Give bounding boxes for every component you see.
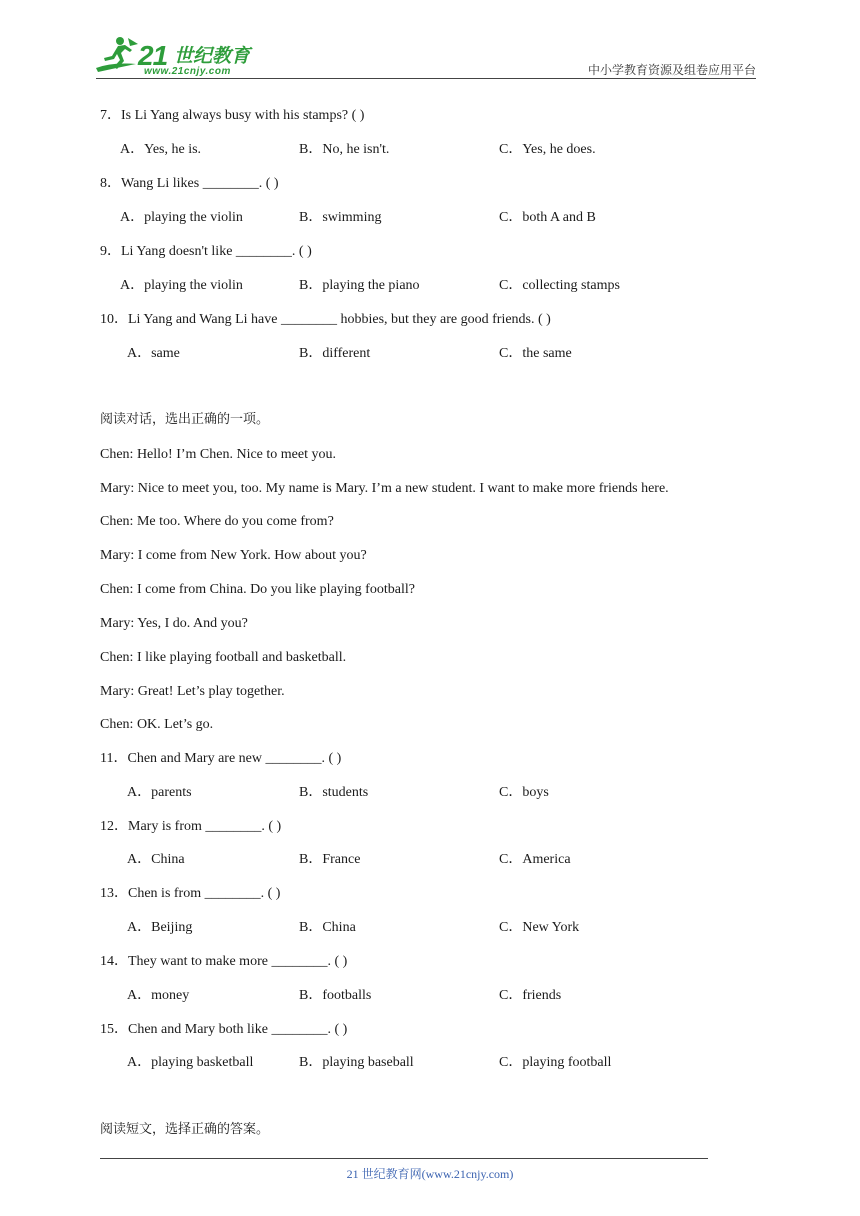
- option-10a[interactable]: A．same: [127, 346, 180, 361]
- option-13b[interactable]: B．China: [299, 920, 356, 935]
- question-11: 11．Chen and Mary are new ________. ( ): [100, 751, 342, 766]
- option-10c[interactable]: C．the same: [499, 346, 572, 361]
- dialogue-line: Chen: Hello! I’m Chen. Nice to meet you.: [100, 447, 336, 462]
- section-heading-dialogue: 阅读对话，选出正确的一项。: [100, 412, 270, 427]
- question-9: 9．Li Yang doesn't like ________. ( ): [100, 244, 312, 259]
- option-7a[interactable]: A．Yes, he is.: [120, 142, 202, 157]
- option-15c[interactable]: C．playing football: [499, 1055, 612, 1070]
- logo-number: 21: [138, 40, 168, 71]
- question-12: 12．Mary is from ________. ( ): [100, 819, 282, 834]
- option-11b[interactable]: B．students: [299, 785, 369, 800]
- option-8a[interactable]: A．playing the violin: [120, 210, 243, 225]
- question-10: 10．Li Yang and Wang Li have ________ hobbies, but they are good friends. ( ): [100, 312, 551, 327]
- option-11a[interactable]: A．parents: [127, 785, 192, 800]
- dialogue-line: Mary: Nice to meet you, too. My name is Mary. I’m a new student. I want to make more friends here.: [100, 481, 669, 496]
- option-14c[interactable]: C．friends: [499, 988, 562, 1003]
- dialogue-line: Chen: Me too. Where do you come from?: [100, 514, 334, 529]
- option-11c[interactable]: C．boys: [499, 785, 549, 800]
- option-9b[interactable]: B．playing the piano: [299, 278, 420, 293]
- question-15: 15．Chen and Mary both like ________. ( ): [100, 1022, 348, 1037]
- page-header: [0, 0, 860, 80]
- option-13c[interactable]: C．New York: [499, 920, 580, 935]
- question-14: 14．They want to make more ________. ( ): [100, 954, 348, 969]
- site-logo: [92, 34, 262, 78]
- option-9a[interactable]: A．playing the violin: [120, 278, 243, 293]
- option-8c[interactable]: C．both A and B: [499, 210, 596, 225]
- option-7c[interactable]: C．Yes, he does.: [499, 142, 596, 157]
- dialogue-line: Mary: Great! Let’s play together.: [100, 684, 285, 699]
- option-12c[interactable]: C．America: [499, 852, 571, 867]
- option-12b[interactable]: B．France: [299, 852, 361, 867]
- question-13: 13．Chen is from ________. ( ): [100, 886, 281, 901]
- header-tagline: 中小学教育资源及组卷应用平台: [587, 63, 756, 77]
- option-10b[interactable]: B．different: [299, 346, 371, 361]
- option-7b[interactable]: B．No, he isn't.: [299, 142, 390, 157]
- logo-text: 世纪教育: [174, 45, 251, 67]
- dialogue-line: Chen: I like playing football and basketball.: [100, 650, 347, 665]
- option-13a[interactable]: A．Beijing: [127, 920, 193, 935]
- section-heading-reading: 阅读短文，选择正确的答案。: [100, 1122, 270, 1137]
- question-7: 7．Is Li Yang always busy with his stamps? ( ): [100, 108, 365, 123]
- option-8b[interactable]: B．swimming: [299, 210, 382, 225]
- question-8: 8．Wang Li likes ________. ( ): [100, 176, 279, 191]
- runner-logo-icon: [92, 34, 140, 76]
- dialogue-line: Chen: I come from China. Do you like playing football?: [100, 582, 415, 597]
- logo-url: www.21cnjy.com: [144, 66, 231, 77]
- option-12a[interactable]: A．China: [127, 852, 185, 867]
- option-9c[interactable]: C．collecting stamps: [499, 278, 620, 293]
- dialogue-line: Mary: Yes, I do. And you?: [100, 616, 248, 631]
- dialogue-line: Mary: I come from New York. How about you?: [100, 548, 367, 563]
- footer-link[interactable]: 21 世纪教育网(www.21cnjy.com): [346, 1167, 514, 1181]
- option-14a[interactable]: A．money: [127, 988, 190, 1003]
- option-15b[interactable]: B．playing baseball: [299, 1055, 414, 1070]
- option-14b[interactable]: B．footballs: [299, 988, 372, 1003]
- dialogue-line: Chen: OK. Let’s go.: [100, 717, 214, 732]
- option-15a[interactable]: A．playing basketball: [127, 1055, 254, 1070]
- footer-divider: [100, 1158, 708, 1159]
- header-divider: [96, 78, 756, 79]
